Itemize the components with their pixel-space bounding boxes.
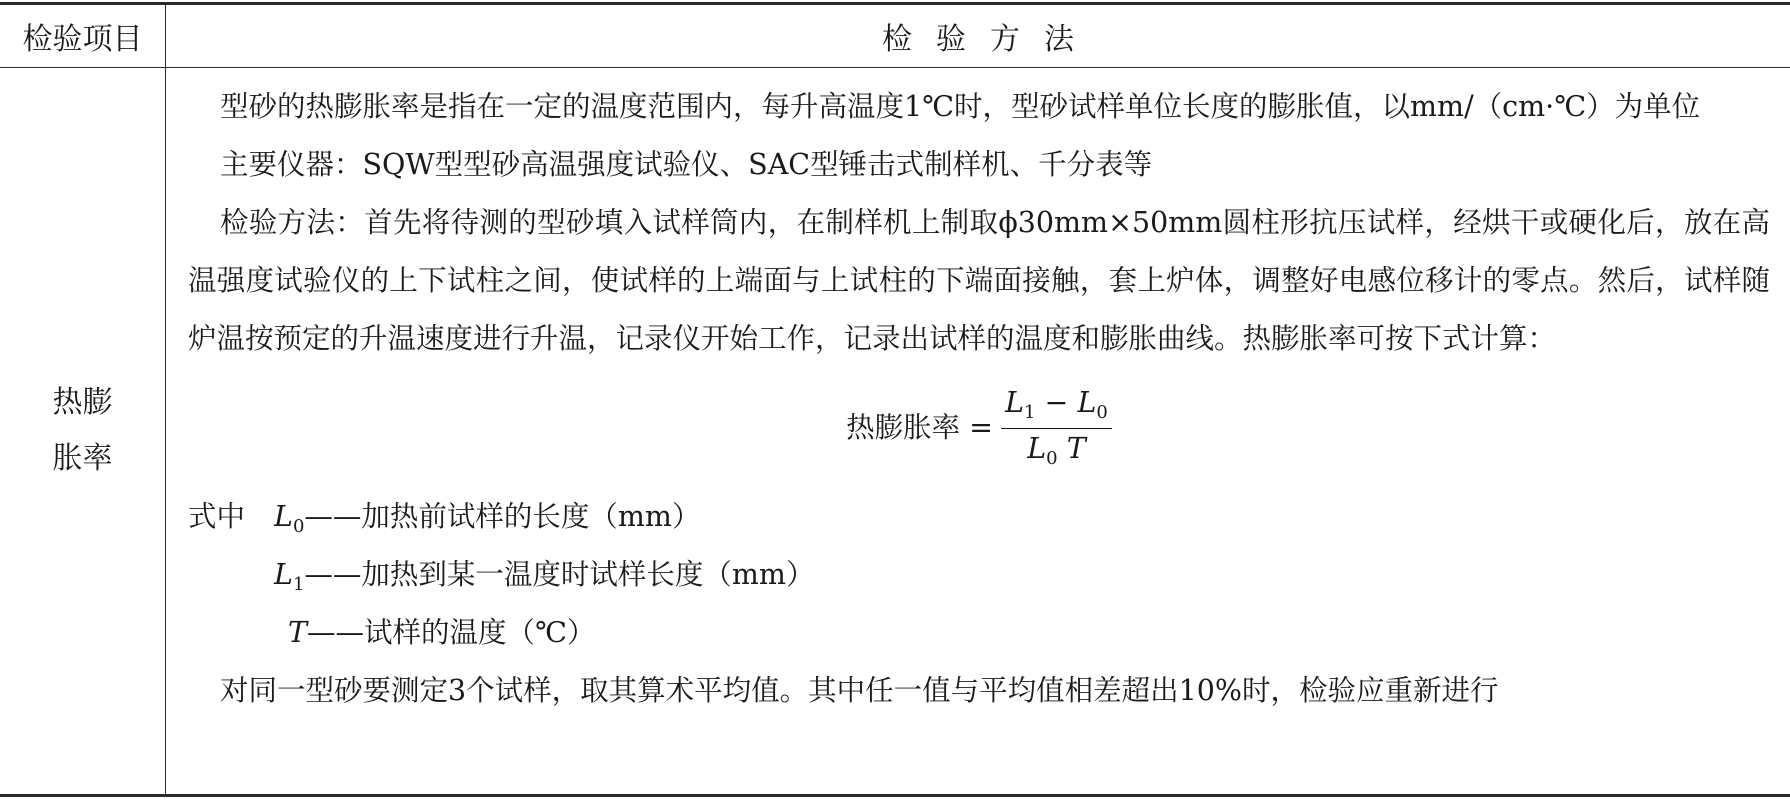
variable-definitions [188,488,1770,662]
variable-symbol [288,604,307,662]
variable-symbol-subscript: 1 [292,574,305,595]
header-item: 检验项目 [0,4,166,68]
variable-row [188,546,1770,604]
variable-description: 试样的温度（℃） [364,616,596,649]
formula-fraction [1001,385,1112,469]
variable-symbol-letter: L [274,500,293,533]
variable-description: 加热前试样的长度（mm） [361,500,701,533]
variable-description: 加热到某一温度时试样长度（mm） [361,558,815,591]
formula-numerator [1001,385,1112,429]
item-name [48,375,118,487]
variable-row [188,488,1770,546]
variable-symbol-letter: L [274,558,293,591]
denominator-term-b: T [1066,431,1086,465]
variable-symbol-subscript: 0 [292,516,305,537]
item-name-line-1: 热膨 [52,385,113,420]
variable-prefix: 式中 [188,500,246,533]
denominator-term-a-subscript: 0 [1046,447,1058,469]
formula-lhs: 热膨胀率 = [846,410,994,444]
variable-row [188,604,1770,662]
numerator-term-a: L [1005,385,1025,419]
instruments-paragraph: 主要仪器：SQW型型砂高温强度试验仪、SAC型锤击式制样机、千分表等 [220,148,1153,181]
variable-dash: —— [304,500,362,533]
header-method [166,4,1790,68]
numerator-term-a-subscript: 1 [1024,401,1036,423]
inspection-table [0,2,1790,797]
variable-dash: —— [304,558,362,591]
method-cell [166,68,1790,796]
variable-dash: —— [307,616,365,649]
table-row [0,68,1790,796]
denominator-term-a: L [1027,431,1047,465]
numerator-operator: − [1035,385,1078,419]
item-cell [0,68,166,796]
formula-denominator [1027,429,1085,468]
definition-paragraph: 型砂的热膨胀率是指在一定的温度范围内，每升高温度1℃时，型砂试样单位长度的膨胀值，以mm/（cm·℃）为单位 [220,90,1701,123]
formula [188,368,1770,488]
item-name-line-2: 胀率 [52,441,113,476]
variable-symbol-letter: T [288,616,308,649]
procedure-paragraph: 检验方法：首先将待测的型砂填入试样筒内，在制样机上制取ϕ30mm×50mm圆柱形抗压试样，经烘干或硬化后，放在高温强度试验仪的上下试柱之间，使试样的上端面与上试柱的下端面接触，套上炉体，调整好电感位移计的零点。然后，试样随炉温按预定的升温速度进行升温，记录仪开始工作，记录出试样的温度和膨胀曲线。热膨胀率可按下式计算： [188,206,1770,355]
numerator-term-b: L [1077,385,1097,419]
note-paragraph: 对同一型砂要测定3个试样，取其算术平均值。其中任一值与平均值相差超出10%时，检验应重新进行 [220,674,1499,707]
header-method-label: 检验方法 [882,22,1098,57]
table-header-row [0,4,1790,68]
numerator-term-b-subscript: 0 [1096,401,1108,423]
